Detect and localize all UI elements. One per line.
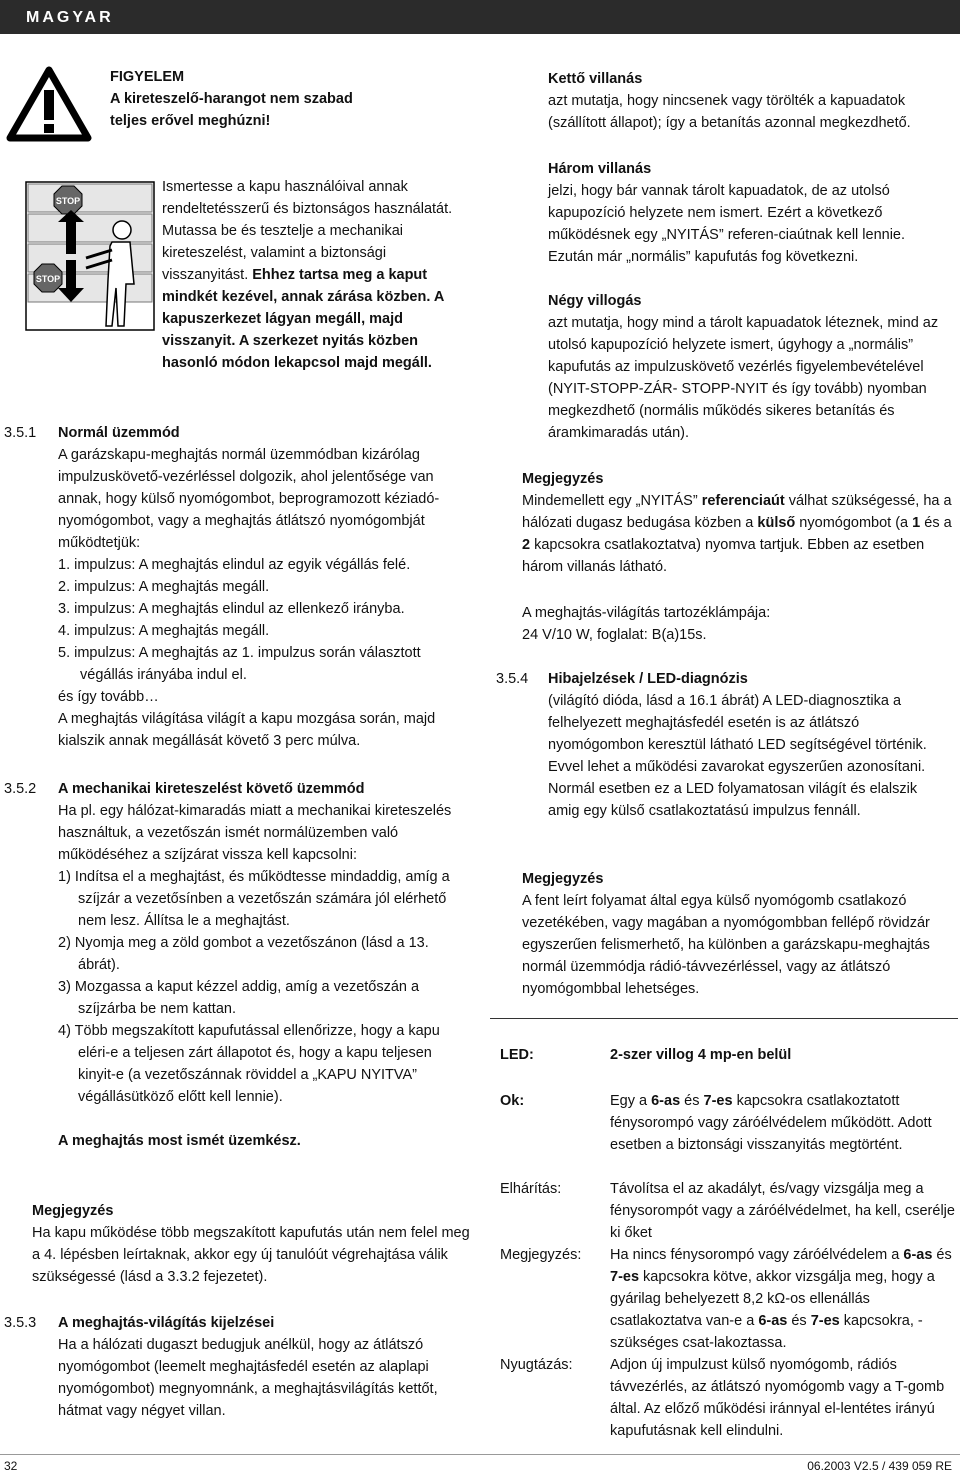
cause-label: Ok: xyxy=(500,1093,525,1109)
list-item: 5. impulzus: A meghajtás az 1. impulzus során választott végállás irányába indul el. xyxy=(58,645,421,683)
section-3-5-4 xyxy=(496,668,956,822)
etc-text: és így tovább… xyxy=(58,689,159,705)
list-item: 1) Indítsa el a meghajtást, és működtesse mindaddig, amíg a szíjzár a vezetősínben a vezetőszán számára jól elérhető nem lesz. Állítsa le a meghajtást. xyxy=(58,869,450,929)
language-header xyxy=(0,0,960,34)
fix-label: Elhárítás: xyxy=(500,1181,562,1197)
flash-text: azt mutatja, hogy mind a tárolt kapuadatok léteznek, mind az utolsó kapupozíció helyzete ismert, úgyhogy a „normális” kapufutás az impulzuskövető vezérlés figyelembevételével (NYIT-STOPP-ZÁR- STOPP-NYIT és így tovább) nyomban megkezdhető (normális működés sikeres betanítás és áramkimaradás után). xyxy=(548,315,939,441)
page-number: 32 xyxy=(4,1459,18,1473)
remark-text: Ha nincs fénysorompó vagy záróélvédelem a 6-as és 7-es kapcsokra kötve, akkor vizsgálja meg, hogy a gyárilag behelyezett 8,2 kΩ-os ellenállás csatlakoztatva van-e a 6-as és 7-es kapcsokra, - szükséges csat-lakoztassa. xyxy=(610,1247,952,1351)
list-item: 4) Több megszakított kapufutással ellenőrizze, hogy a kapu eléri-e a teljesen zárt állapotot és, hogy a kapu teljesen kinyit-e (a vezetőszánnak röviddel a „KAPU NYITVA” végállásütköző előtt kell lennie). xyxy=(58,1023,440,1105)
divider xyxy=(490,1018,958,1019)
intro-bold: Ehhez tartsa meg a kaput mindkét kezével, annak zárása közben. A kapuszerkezet lágyan megáll, majd visszanyit. A szerkezet nyitás közben hasonló módon lekapcsol majd megáll. xyxy=(162,267,444,371)
flash-title: Kettő villanás xyxy=(548,71,643,87)
section-intro: Ha pl. egy hálózat-kimaradás miatt a mechanikai kireteszelés használtuk, a vezetőszán ismét normálüzemben való működéséhez a szíjzárat vissza kell kapcsolni: xyxy=(58,803,452,863)
note-text: Mindemellett egy „NYITÁS” referenciaút válhat szükségessé, ha a hálózati dugasz bedugása közben a külső nyomógombot (a 1 és a 2 kapcsokra csatlakoztatva) nyomva tartjuk. Ebben az esetben három villanás látható. xyxy=(522,493,952,575)
section-3-5-2 xyxy=(4,778,472,1152)
flash-title: Három villanás xyxy=(548,161,652,177)
section-number: 3.5.2 xyxy=(4,781,37,797)
flash-text: azt mutatja, hogy nincsenek vagy törölték a kapuadatok (szállított állapot); így a betanítás azonnal megkezdhető. xyxy=(548,93,911,131)
flash-text: jelzi, hogy bár vannak tárolt kapuadatok, de az utolsó kapupozíció helyzete nem ismert. Ezért a következő működésnek egy „NYITÁS” referen-ciaútnak kell lennie. Ezután már „normális” kapufutás fog következni. xyxy=(548,183,906,265)
section-3-5-1 xyxy=(4,422,472,752)
section-text: (világító dióda, lásd a 16.1 ábrát) A LED-diagnosztika a felhelyezett meghajtásfedél esetén is az átlátszó nyomógombon keresztül látható LED segítségével történik. Evvel lehet a működési zavarokat egyszerűen azonosítani. Normál esetben ez a LED folyamatosan világít és elalszik amig egy külső csatlakoztatású impulzus fennáll. xyxy=(548,693,927,819)
section-number: 3.5.3 xyxy=(4,1315,37,1331)
warning-block xyxy=(110,66,440,132)
door-safety-illustration xyxy=(24,180,156,332)
fix-text: Távolítsa el az akadályt, és/vagy vizsgálja meg a fénysorompót vagy a záróélvédelmet, ha kell, cserélje ki őket xyxy=(610,1181,955,1241)
warning-triangle-icon xyxy=(6,64,92,144)
section-intro: A garázskapu-meghajtás normál üzemmódban kizárólag impulzuskövető-vezérléssel dolgozik, ahol jelentősége van annak, hogy külső nyomógombot, beprogramozott kéziadó-nyomógombot, vagy a meghajtás átlátszó nyomógombját működtetjük: xyxy=(58,447,440,551)
section-title: Hibajelzések / LED-diagnózis xyxy=(548,671,748,687)
list-item: 2) Nyomja meg a zöld gombot a vezetőszánon (lásd a 13. ábrát). xyxy=(58,935,429,973)
ready-text: A meghajtás most ismét üzemkész. xyxy=(58,1133,301,1149)
warning-title: FIGYELEM xyxy=(110,69,185,85)
section-text: Ha a hálózati dugaszt bedugjuk anélkül, hogy az átlátszó nyomógombot (leemelt meghajtásfedél esetén az alaplapi nyomógombot) megnyomnánk, a meghajtásvilágítás kettőt, hátmat vagy négyet villan. xyxy=(58,1337,438,1419)
note-title: Megjegyzés xyxy=(32,1203,114,1219)
warning-line-2: teljes erővel meghúzni! xyxy=(110,113,271,129)
intro-normal: Ismertesse a kapu használóival annak rendeltetésszerű és biztonságos használatát. Mutassa be és tesztelje a mechanikai kireteszelést, valamint a biztonsági visszanyitást. xyxy=(162,179,453,283)
list-item: 3) Mozgassa a kaput kézzel addig, amíg a vezetőszán a szíjzárba be nem kattan. xyxy=(58,979,420,1017)
section-3-5-3 xyxy=(4,1312,472,1422)
note-title: Megjegyzés xyxy=(522,471,604,487)
led-diagnosis-table xyxy=(500,1044,958,1456)
cause-text: Egy a 6-as és 7-es kapcsokra csatlakoztatott fénysorompó vagy záróélvédelem működött. Adott esetben a biztonsági visszanyitás megtörtént. xyxy=(610,1093,932,1153)
led-label: LED: xyxy=(500,1047,534,1063)
section-number: 3.5.4 xyxy=(496,671,529,687)
remark-label: Megjegyzés: xyxy=(500,1247,582,1263)
note-3 xyxy=(522,868,952,1000)
note-text: A fent leírt folyamat által egya külső nyomógomb csatlakozó vezetékében, vagy magában a nyomógombban fellépő rövidzár egyszerűen felismerhető, ha különben a garázskapu-meghajtás normál üzemmódja rádió-távvezérléssel, vagy az átlátszó nyomógombbal lehetséges. xyxy=(522,893,930,997)
note-1 xyxy=(32,1200,472,1288)
ack-text: Adjon új impulzust külső nyomógomb, rádiós távvezérlés, az átlátszó nyomógomb vagy a T-gomb által. Az előző működési iránnyal el-lentétes irányú kapufutásnak kell elindulni. xyxy=(610,1357,945,1439)
flash-two xyxy=(548,68,953,134)
led-value: 2-szer villog 4 mp-en belül xyxy=(610,1047,792,1063)
flash-four xyxy=(548,290,953,444)
flash-three xyxy=(548,158,953,268)
lamp-socket-info xyxy=(522,602,952,646)
stop-sign-upper: STOP xyxy=(55,196,81,206)
section-title: A mechanikai kireteszelést követő üzemmód xyxy=(58,781,365,797)
document-code: 06.2003 V2.5 / 439 059 RE xyxy=(807,1459,952,1473)
note-text: Ha kapu működése több megszakított kapufutás után nem felel meg a 4. lépésben leírtaknak, akkor egy új tanulóút végrehajtása válik szükségessé (lásd a 3.3.2 fejezetet). xyxy=(32,1225,470,1285)
socket-line-2: 24 V/10 W, foglalat: B(a)15s. xyxy=(522,627,707,643)
list-item: 3. impulzus: A meghajtás elindul az ellenkező irányba. xyxy=(58,601,405,617)
list-item: 2. impulzus: A meghajtás megáll. xyxy=(58,579,270,595)
note-2 xyxy=(522,468,952,578)
stop-sign-lower: STOP xyxy=(35,274,61,284)
warning-line-1: A kireteszelő-harangot nem szabad xyxy=(110,91,353,107)
light-text: A meghajtás világítása világít a kapu mozgása során, majd kialszik annak megállását követő 3 perc múlva. xyxy=(58,711,436,749)
list-item: 1. impulzus: A meghajtás elindul az egyik végállás felé. xyxy=(58,557,411,573)
list-item: 4. impulzus: A meghajtás megáll. xyxy=(58,623,270,639)
socket-line-1: A meghajtás-világítás tartozéklámpája: xyxy=(522,605,771,621)
language-label: MAGYAR xyxy=(26,9,114,26)
intro-text xyxy=(162,176,472,374)
section-title: A meghajtás-világítás kijelzései xyxy=(58,1315,275,1331)
note-title: Megjegyzés xyxy=(522,871,604,887)
ack-label: Nyugtázás: xyxy=(500,1357,573,1373)
section-number: 3.5.1 xyxy=(4,425,37,441)
flash-title: Négy villogás xyxy=(548,293,642,309)
section-title: Normál üzemmód xyxy=(58,425,180,441)
